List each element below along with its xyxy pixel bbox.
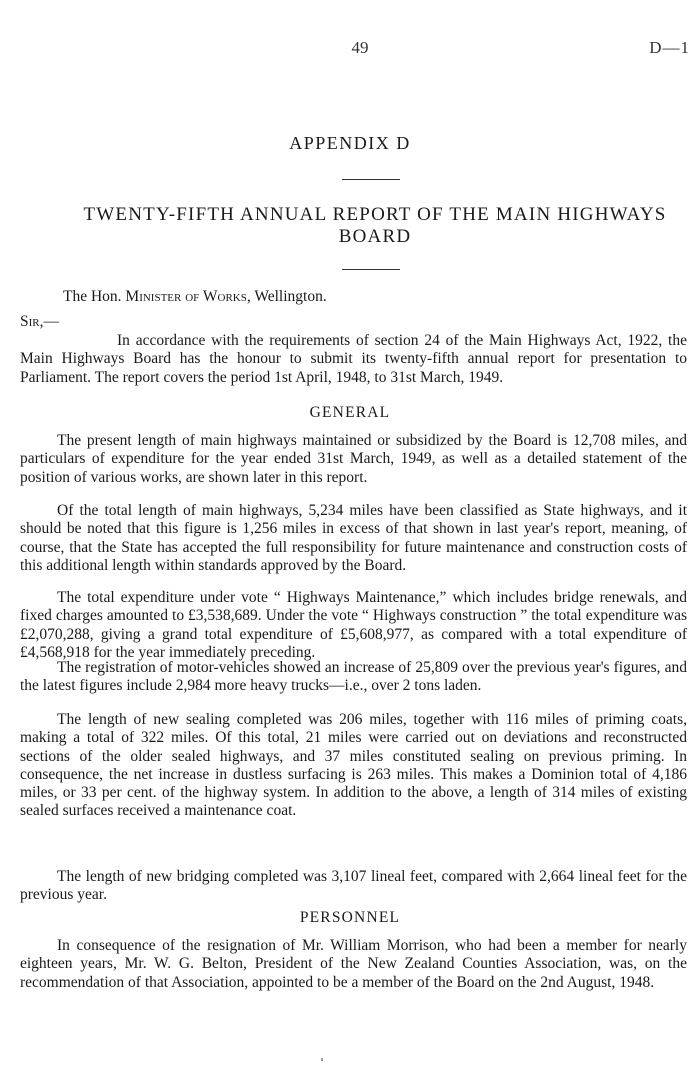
appendix-heading: APPENDIX D	[289, 133, 411, 153]
section-heading-general: GENERAL	[309, 404, 391, 421]
paragraph: The length of new sealing completed was 206 miles, together with 116 miles of priming coats, making a total of 322 miles. Of this total, 21 miles were carried out on deviations and reconstructed sections of the older sealed highways, and 37 miles constituted sealing on previous priming. In consequence, the net increase in dustless surfacing is 263 miles. This makes a Dominion total of 4,186 miles, or 33 per cent. of the highway system. In addition to the above, a length of 314 miles of existing sealed surfaces received a maintenance coat.	[20, 711, 687, 820]
divider-rule	[342, 179, 400, 180]
scan-speck	[321, 1058, 323, 1061]
page-number: 49	[351, 38, 369, 57]
paragraph: Of the total length of main highways, 5,234 miles have been classified as State highways, and it should be noted that this figure is 1,256 miles in excess of that shown in last year's report, meaning, of course, that the State has accepted the full responsibility for future maintenance and construction costs of this additional length within standards approved by the Board.	[20, 502, 687, 574]
intro-paragraph: In accordance with the requirements of section 24 of the Main Highways Act, 1922, the Main Highways Board has the honour to submit its twenty-fifth annual report for presentation to Parliament. The report covers the period 1st April, 1948, to 31st March, 1949.	[20, 332, 687, 386]
addressee-suffix: , Wellington.	[246, 288, 327, 305]
addressee-prefix: The Hon.	[63, 288, 122, 305]
paragraph: The total expenditure under vote “ Highways Maintenance,” which includes bridge renewals, and fixed charges amounted to £3,538,689. Under the vote “ Highways construction ” the total expenditure was £2,070,288, giving a grand total expenditure of £5,608,977, as compared with a total expenditure of £4,568,918 for the year immediately preceding.	[20, 589, 687, 661]
paragraph: In consequence of the resignation of Mr. William Morrison, who had been a member for nearly eighteen years, Mr. W. G. Belton, President of the New Zealand Counties Association, was, on the recommendation of that Association, appointed to be a member of the Board on the 2nd August, 1948.	[20, 937, 687, 991]
report-title: TWENTY-FIFTH ANNUAL REPORT OF THE MAIN HIGHWAYS BOARD	[83, 204, 667, 247]
paragraph: The registration of motor-vehicles showed an increase of 25,809 over the previous year's figures, and the latest figures include 2,984 more heavy trucks—i.e., over 2 tons laden.	[20, 659, 687, 695]
section-heading-personnel: PERSONNEL	[299, 909, 401, 926]
addressee-line	[63, 288, 327, 306]
paragraph: The present length of main highways maintained or subsidized by the Board is 12,708 miles, and particulars of expenditure for the year ended 31st March, 1949, as well as a detailed statement of the position of various works, are shown later in this report.	[20, 432, 687, 486]
paragraph: The length of new bridging completed was 3,107 lineal feet, compared with 2,664 lineal feet for the previous year.	[20, 868, 687, 904]
salutation: Sir,—	[20, 313, 59, 330]
document-reference: D—1	[649, 38, 690, 57]
addressee-office: Minister of Works	[125, 288, 247, 305]
divider-rule	[342, 269, 400, 270]
